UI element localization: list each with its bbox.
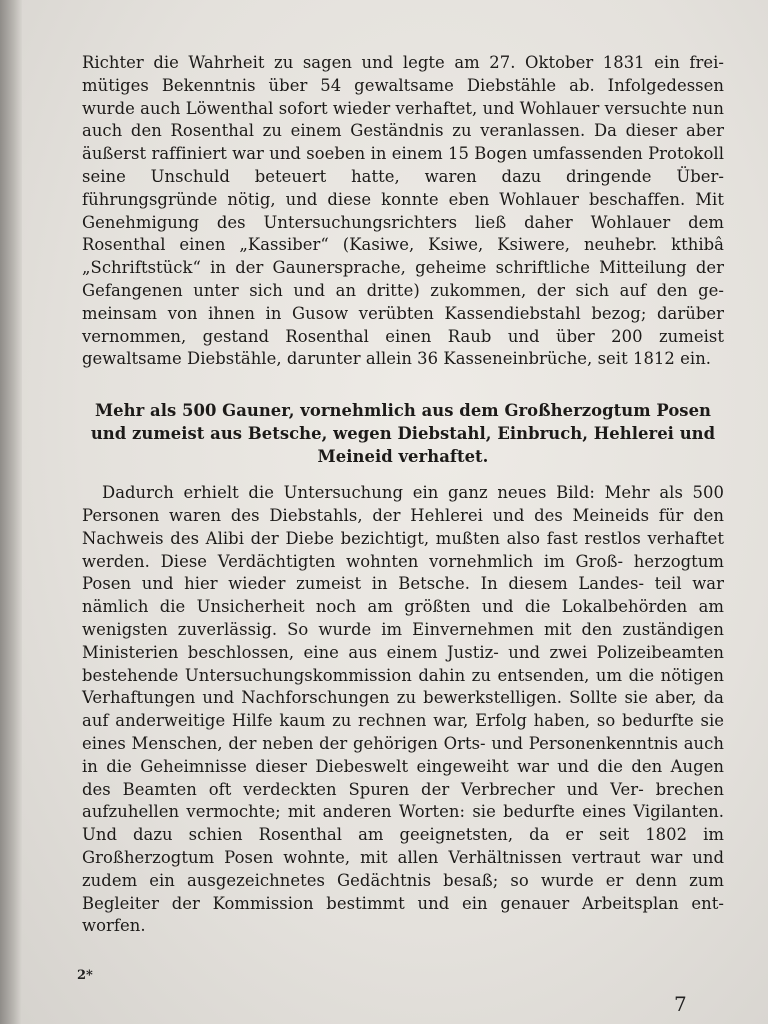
paragraph-1: Richter die Wahrheit zu sagen und legte am 27. Oktober 1831 ein frei- mütiges Bekenntnis über 54 gewaltsame Diebstähle ab. Infolgedessen wurde auch Löwenthal sofort wieder verhaftet, und Wohlauer versuchte nun auch den Rosenthal zu einem Geständnis zu veranlassen. Da dieser aber äußerst raffiniert war und soeben in einem 15 Bogen umfassenden Protokoll seine Unschuld beteuert hatte, waren dazu dringende Über- führungsgründe nötig, und diese konnte eben Wohlauer beschaffen. Mit Genehmigung des Untersuchungsrichters ließ daher Wohlauer dem Rosenthal einen „Kassiber“ (Kasiwe, Ksiwe, Ksiwere, neuhebr. kthibâ „Schriftstück“ in der Gaunersprache, geheime schriftliche Mitteilung der Gefangenen unter sich und an dritte) zukommen, der sich auf den ge- meinsam von ihnen in Gusow verübten Kassendiebstahl bezog; darüber vernommen, gestand Rosenthal einen Raub und über 200 zumeist gewaltsame Diebstähle, darunter allein 36 Kasseneinbrüche, seit 1812 ein.: [82, 53, 724, 369]
page-number: 7: [674, 992, 687, 1016]
signature-mark: 2*: [77, 968, 93, 983]
section-heading: Mehr als 500 Gauner, vornehmlich aus dem Großherzogtum Posen und zumeist aus Betsche, wegen Diebstahl, Einbruch, Hehlerei und Meineid verhaftet.: [90, 401, 716, 467]
book-gutter: [0, 0, 22, 1024]
paragraph-2: Dadurch erhielt die Untersuchung ein ganz neues Bild: Mehr als 500 Personen waren des Diebstahls, der Hehlerei und des Meineids für den Nachweis des Alibi der Diebe bezichtigt, mußten also fast restlos verhaftet werden. Diese Verdächtigten wohnten vornehmlich im Groß- herzogtum Posen und hier wieder zumeist in Betsche. In diesem Landes- teil war nämlich die Unsicherheit noch am größten und die Lokalbehörden am wenigsten zuverlässig. So wurde im Einvernehmen mit den zuständigen Ministerien beschlossen, eine aus einem Justiz- und zwei Polizeibeamten bestehende Untersuchungskommission dahin zu entsenden, um die nötigen Verhaftungen und Nachforschungen zu bewerkstelligen. Sollte sie aber, da auf anderweitige Hilfe kaum zu rechnen war, Erfolg haben, so bedurfte sie eines Menschen, der neben der gehörigen Orts- und Personenkenntnis auch in die Geheimnisse dieser Diebeswelt eingeweiht war und die den Augen des Beamten oft verdeckten Spuren der Verbrecher und Ver- brechen aufzuhellen vermochte; mit anderen Worten: sie bedurfte eines Vigilanten. Und dazu schien Rosenthal am geeignetsten, da er seit 1802 im Großherzogtum Posen wohnte, mit allen Verhältnissen vertraut war und zudem ein ausgezeichnetes Gedächtnis besaß; so wurde er denn zum Begleiter der Kommission bestimmt und ein genauer Arbeitsplan ent- worfen.: [82, 483, 724, 936]
text-block: [82, 52, 724, 938]
page-sheet: [22, 0, 768, 1024]
